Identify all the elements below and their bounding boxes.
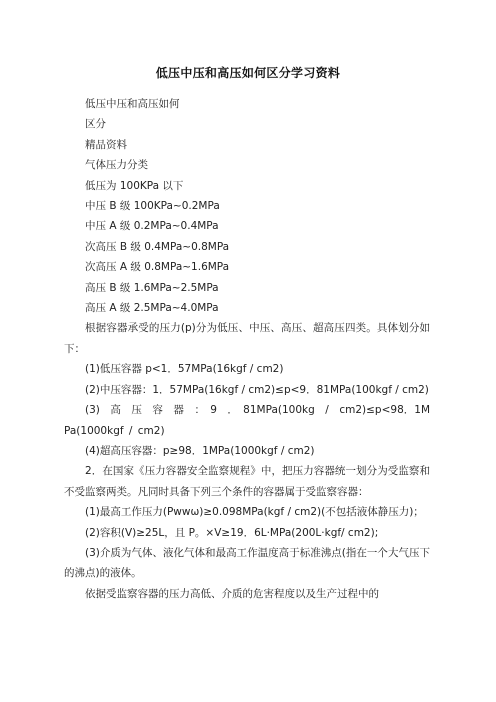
paragraph: (3) 高 压 容 器 ： 9 ． 81MPa(100kg / cm2)≤p<98．1MPa(1000kgf / cm2): [64, 404, 430, 437]
paragraph: (1)低压容器 p<1．57MPa(16kgf / cm2): [85, 363, 284, 376]
paragraph: 气体压力分类: [85, 159, 148, 172]
paragraph: 依据受监察容器的压力高低、介质的危害程度以及生产过程中的: [85, 587, 379, 600]
paragraph: 低压中压和高压如何: [85, 98, 180, 110]
paragraph: (2)容积(V)≥25L，且 P。×V≥19．6L·MPa(200L·kgf/ cm2);: [85, 526, 379, 539]
paragraph: 区分: [85, 118, 106, 131]
paragraph: 精品资料: [85, 138, 127, 151]
paragraph: 次高压 A 级 0.8MPa~1.6MPa: [85, 261, 230, 274]
paragraph: (3)介质为气体、液化气体和最高工作温度高于标准沸点(指在一个大气压下的沸点)的液体。: [64, 546, 430, 580]
paragraph: 2．在国家《压力容器安全监察规程》中，把压力容器统一划分为受监察和不受监察两类。凡同时具备下列三个条件的容器属于受监察容器：: [64, 465, 430, 498]
document-title: 低压中压和高压如何区分学习资料: [155, 66, 341, 80]
paragraph: (2)中压容器：1．57MPa(16kgf / cm2)≤p<9．81MPa(100kgf / cm2): [85, 383, 429, 396]
paragraph: (1)最高工作压力(Pwwω)≥0.098MPa(kgf / cm2)(不包括液体静压力)；: [85, 506, 424, 519]
paragraph: 次高压 B 级 0.4MPa~0.8MPa: [85, 240, 230, 253]
paragraph: 高压 A 级 2.5MPa~4.0MPa: [85, 302, 219, 315]
paragraph: 中压 A 级 0.2MPa~0.4MPa: [85, 220, 219, 233]
paragraph: (4)超高压容器：p≥98．1MPa(1000kgf / cm2): [85, 444, 315, 457]
document-body: [64, 94, 430, 604]
paragraph: 高压 B 级 1.6MPa~2.5MPa: [85, 281, 219, 294]
paragraph: 根据容器承受的压力(p)分为低压、中压、高压、超高压四类。具体划分如下：: [64, 322, 430, 355]
paragraph: 低压为 100KPa 以下: [85, 179, 184, 192]
paragraph: 中压 B 级 100KPa~0.2MPa: [85, 200, 220, 213]
